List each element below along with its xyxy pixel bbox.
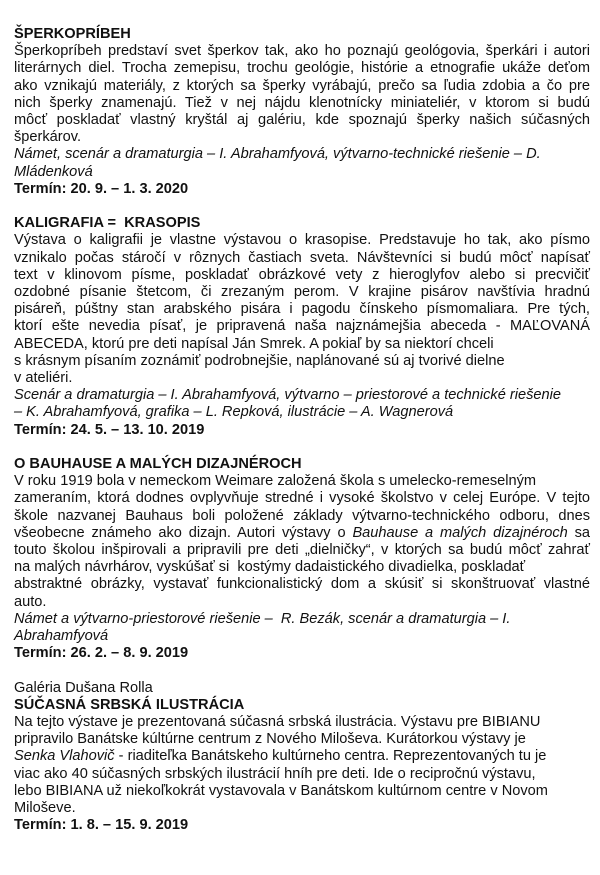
section-credits [14, 611, 590, 645]
section-credits [14, 146, 590, 180]
text-line: s krásnym písaním zoznámiť podrobnejšie, naplánované sú aj tvorivé dielne [14, 352, 505, 369]
section-term: Termín: 20. 9. – 1. 3. 2020 [14, 180, 189, 197]
text-line: na malých návrhárov, vyskúšať si kostýmy dadaistického divadielka, poskladať [14, 559, 526, 576]
section-title: O BAUHAUSE A MALÝCH DIZAJNÉROCH [14, 456, 302, 473]
credits-line: Scenár a dramaturgia – I. Abrahamfyová, výtvarno – priestorové a technické riešenie [14, 387, 562, 404]
section-kaligrafia [14, 215, 590, 439]
text-line: Na tejto výstave je prezentovaná súčasná srbská ilustrácia. Výstavu pre BIBIANU [14, 714, 541, 731]
section-description [14, 714, 590, 817]
text-line: vznikalo počas stáročí v rôznych častiach sveta. Návštevníci si budú môcť napísať [14, 249, 590, 266]
section-bauhaus [14, 456, 590, 662]
text-run: - riaditeľka Banátskeho kultúrneho centra. Reprezentovaných tu je [114, 748, 547, 765]
credits-line: – K. Abrahamfyová, grafika – L. Repková, ilustrácie – A. Wagnerová [14, 404, 454, 421]
section-title: KALIGRAFIA = KRASOPIS [14, 215, 201, 232]
credits-line: Námet a výtvarno-priestorové riešenie – R. Bezák, scenár a dramaturgia – I. [14, 610, 511, 627]
text-line: ktorí ešte nevedia písať, je pripravená naša najznámejšia abeceda - MAĽOVANÁ [14, 318, 590, 335]
text-run: sa [567, 524, 591, 541]
section-title: ŠPERKOPRÍBEH [14, 26, 131, 42]
text-line: ozdobné písanie štetcom, či zrezaným perom. V krajine pisárov navštívia hradnú [14, 284, 590, 301]
text-line: auto. [14, 593, 47, 610]
text-line: abstraktné obrázky, vystavať funkcionalistický dom a skúsiť si skonštruovať vlastné [14, 576, 590, 593]
section-srbska-ilustracia [14, 680, 590, 835]
text-line: zameraním, ktorá dodnes ovplyvňuje stredné i vysoké školstvo v celej Európe. V tejto [14, 490, 590, 507]
text-line: viac ako 40 súčasných srbských ilustrácií hníh pre deti. Ide o recipročnú výstavu, [14, 765, 536, 782]
text-line: môcť poskladať vlastný kryštál aj galériu, kde spoznajú šperky našich súčasných [14, 112, 590, 129]
text-line [14, 525, 590, 542]
section-term: Termín: 26. 2. – 8. 9. 2019 [14, 645, 189, 662]
text-line: touto školou inšpirovali a pripravili pre deti „dielničky“, v ktorých sa budú môcť zahrať [14, 542, 590, 559]
credits-line: Námet, scenár a dramaturgia – I. Abrahamfyová, výtvarno-technické riešenie – D. [14, 146, 541, 163]
section-term: Termín: 24. 5. – 13. 10. 2019 [14, 421, 205, 438]
section-term: Termín: 1. 8. – 15. 9. 2019 [14, 817, 189, 834]
section-description [14, 473, 590, 611]
text-line: šperkárov. [14, 129, 82, 146]
section-venue: Galéria Dušana Rolla [14, 679, 153, 696]
text-line: literárnych diel. Trocha zemepisu, trochu geológie, histórie a etnografie ukáže deťom [14, 60, 590, 77]
section-description [14, 232, 590, 387]
section-sperkopribeh [14, 26, 590, 198]
text-line: nich šperky znamenajú. Tiež v nej nájdu klenotnícky miniateliér, v ktorom si budú [14, 94, 590, 111]
curator-name-italic: Senka Vlahovič [14, 748, 115, 765]
text-line: Šperkopríbeh predstaví svet šperkov tak, ako ho poznajú geológovia, šperkári i autori [14, 43, 590, 60]
text-run: všeobecne známeho ako dizajn. Autori výstavy o [14, 524, 353, 541]
section-title: SÚČASNÁ SRBSKÁ ILUSTRÁCIA [14, 696, 245, 713]
text-line: ABECEDA, ktorú pre deti napísal Ján Smrek. A pokiaľ by sa niektorí chceli [14, 335, 494, 352]
text-line: text v klinovom písme, poskladať obrázkové vety z hieroglyfov alebo si precvičiť [14, 266, 590, 283]
text-line: pisáreň, púštny stan arabského pisára i pagodu čínskeho písmomaliara. Pre tých, [14, 301, 590, 318]
text-line: Miloševe. [14, 800, 76, 817]
text-line: pripravilo Banátske kúltúrne centrum z Nového Miloševa. Kurátorkou výstavy je [14, 731, 526, 748]
text-line: lebo BIBIANA už niekoľkokrát vystavovala v Banátskom kultúrnom centre v Novom [14, 782, 548, 799]
section-credits [14, 387, 590, 421]
text-line: V roku 1919 bola v nemeckom Weimare založená škola s umelecko-remeselným [14, 473, 537, 490]
credits-line: Mládenková [14, 163, 93, 180]
text-line: ako vznikajú materiály, z ktorých sa šperky vyrábajú, prečo sa ľudia zdobia a čo pre [14, 77, 590, 94]
credits-line: Abrahamfyová [14, 628, 109, 645]
exhibition-name-italic: Bauhause a malých dizajnéroch [352, 524, 568, 541]
text-line: Výstava o kaligrafii je vlastne výstavou o krasopise. Predstavuje ho tak, ako písmo [14, 232, 590, 249]
text-line [14, 748, 590, 765]
section-description [14, 43, 590, 146]
text-line: škole nazvanej Bauhaus boli položené základy výtvarno-technického odboru, dnes [14, 507, 590, 524]
text-line: v ateliéri. [14, 370, 73, 387]
